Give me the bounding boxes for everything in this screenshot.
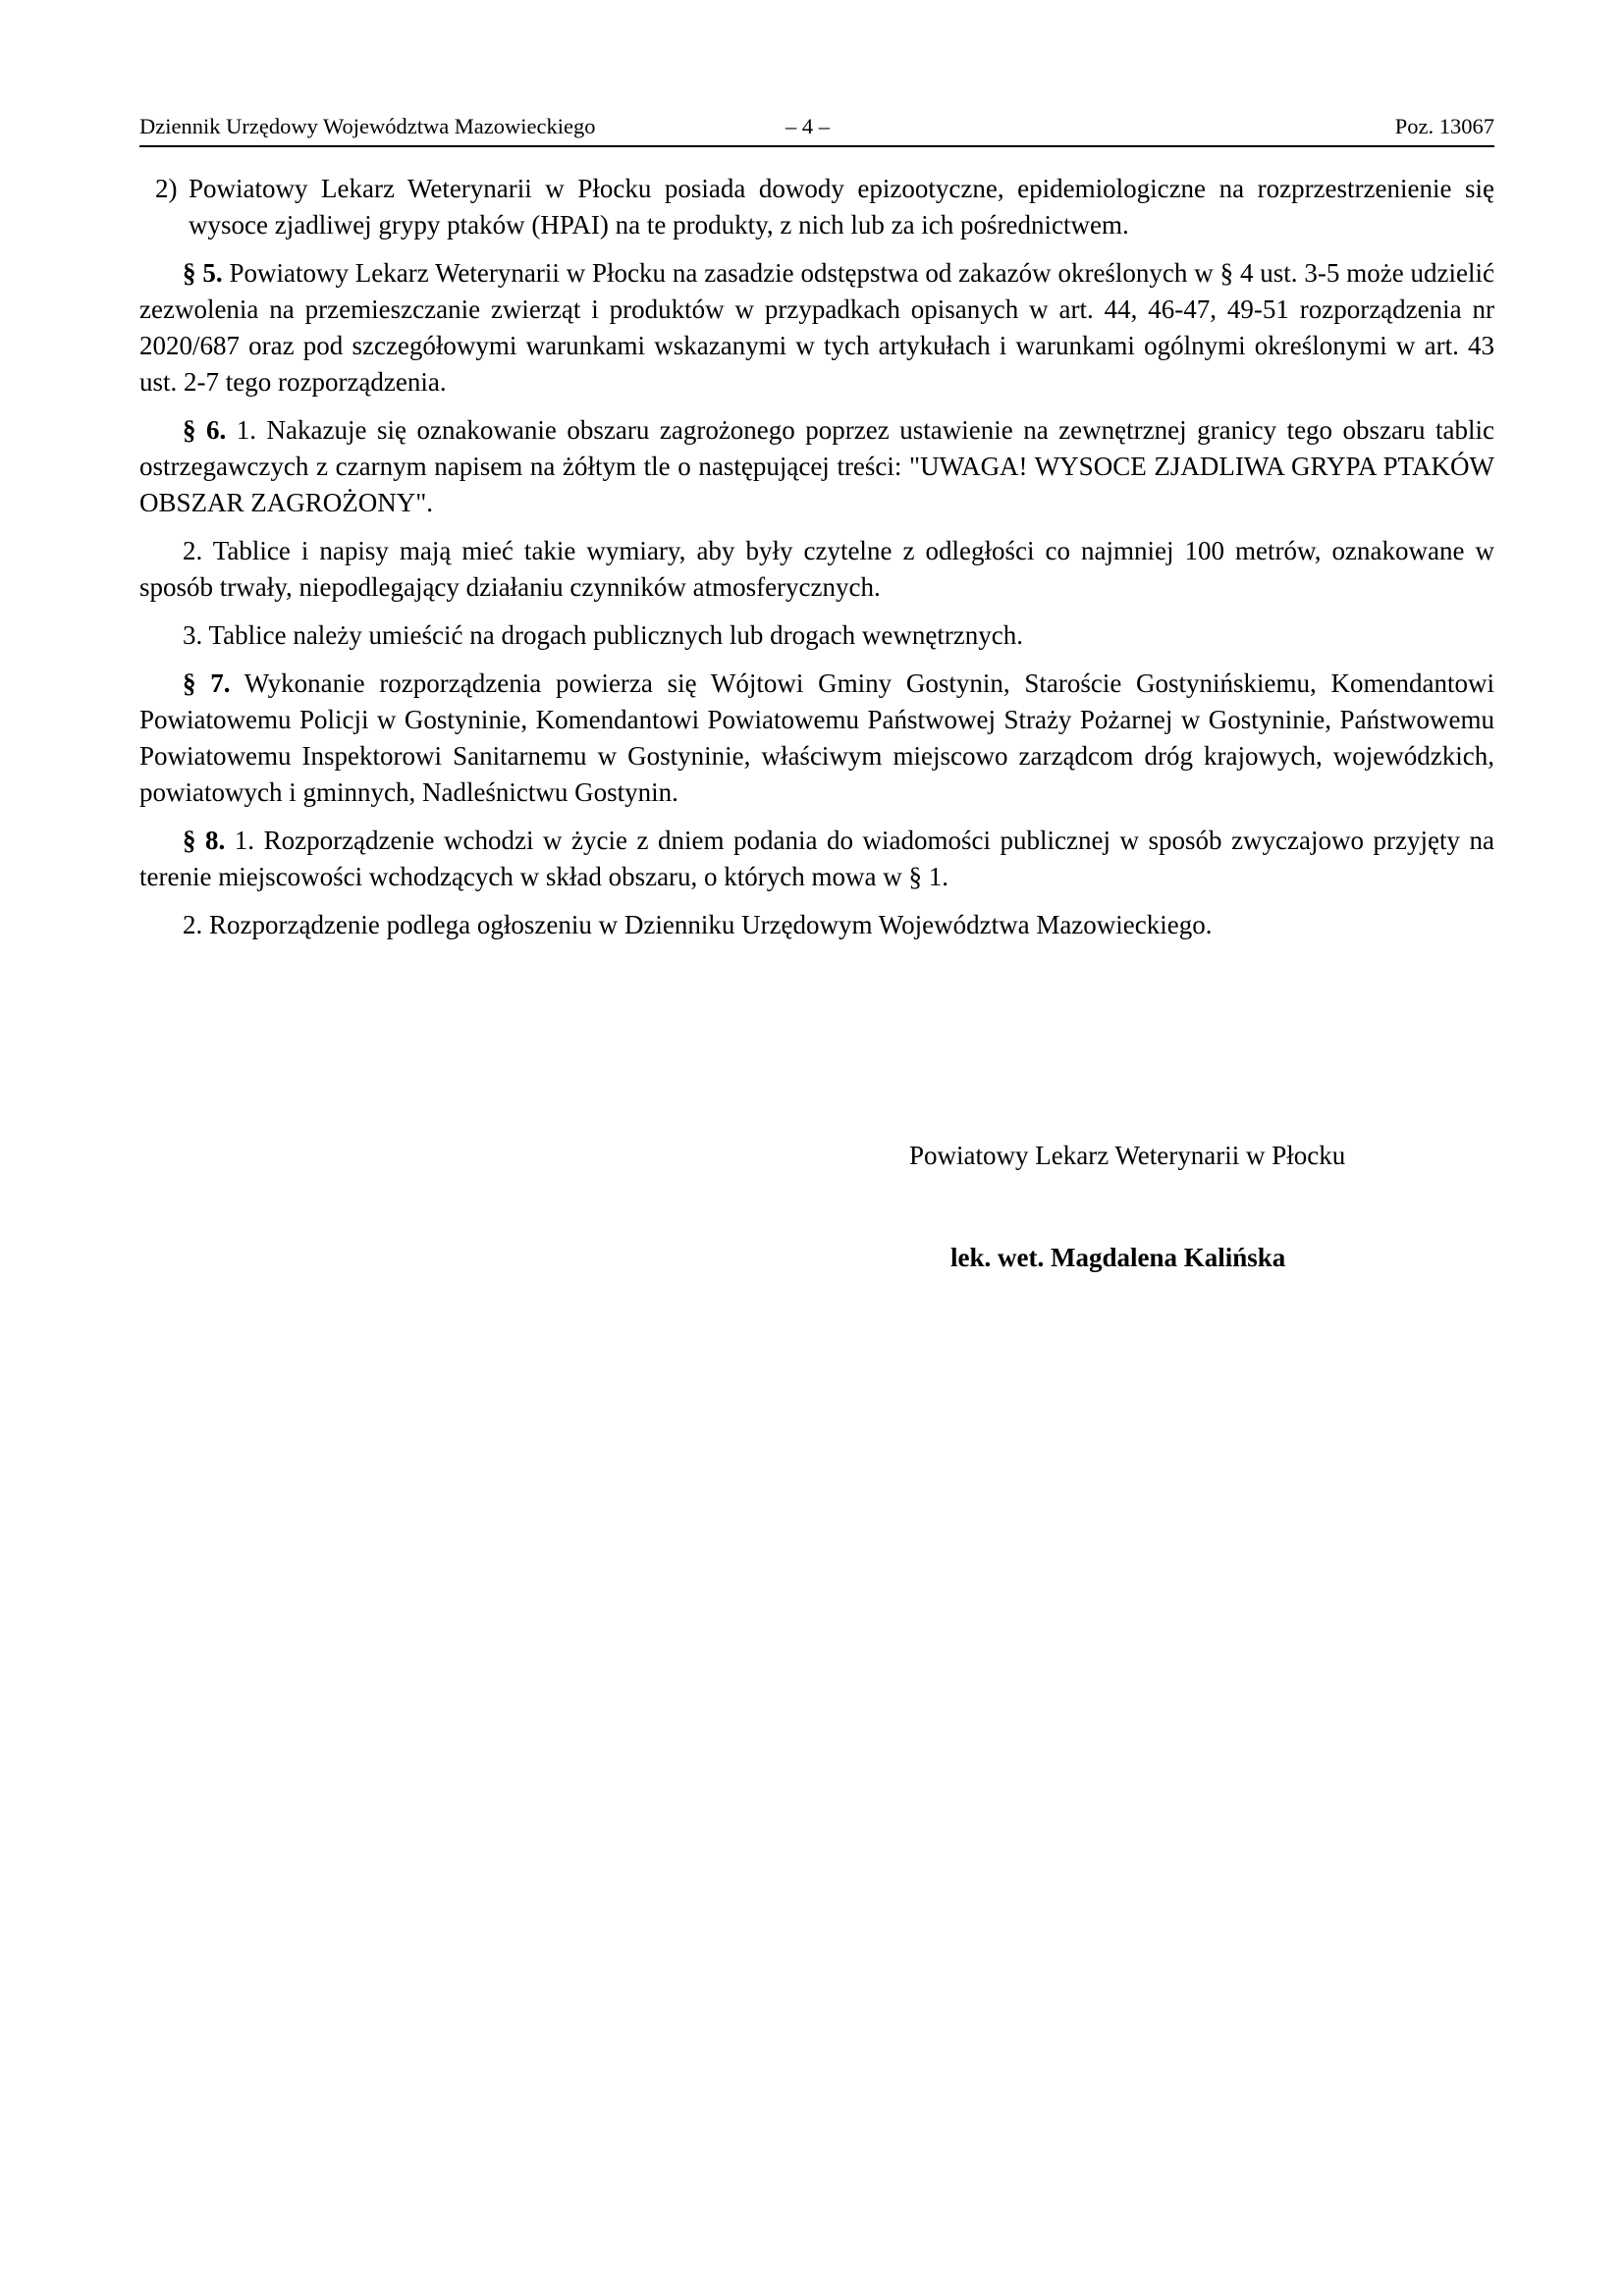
document-body bbox=[139, 171, 1494, 943]
list-item-2 bbox=[139, 171, 1494, 243]
paragraph-s6-2: 2. Tablice i napisy mają mieć takie wymiary, aby były czytelne z odległości co najmniej 100 metrów, oznakowane w sposób trwały, niepodlegający działaniu czynników atmosferycznych. bbox=[139, 536, 1494, 602]
section-mark-6: § 6. bbox=[183, 415, 227, 445]
paragraph-s6-3: 3. Tablice należy umieścić na drogach publicznych lub drogach wewnętrznych. bbox=[183, 620, 1024, 650]
page-number: – 4 – bbox=[785, 114, 830, 138]
section-7-text: Wykonanie rozporządzenia powierza się Wójtowi Gminy Gostynin, Staroście Gostynińskiemu, Komendantowi Powiatowemu Policji w Gostyninie, Komendantowi Powiatowemu Państwowej Straży Pożarnej w Gostyninie, Państwowemu Powiatowemu Inspektorowi Sanitarnemu w Gostyninie, właściwym miejscowo zarządcom dróg krajowych, wojewódzkich, powiatowych i gminnych, Nadleśnictwu Gostynin. bbox=[139, 668, 1495, 807]
paragraph-s8-2: 2. Rozporządzenie podlega ogłoszeniu w Dzienniku Urzędowym Województwa Mazowieckiego. bbox=[183, 910, 1213, 939]
signature-title: Powiatowy Lekarz Weterynarii w Płocku bbox=[909, 1141, 1346, 1170]
paragraph-s8-1 bbox=[139, 823, 1494, 895]
section-mark-7: § 7. bbox=[183, 668, 231, 698]
document-page bbox=[139, 110, 1494, 955]
list-item-text: Powiatowy Lekarz Weterynarii w Płocku posiada dowody epizootyczne, epidemiologiczne na rozprzestrzenienie się wysoce zjadliwej grypy ptaków (HPAI) na te produkty, z nich lub za ich pośrednictwem. bbox=[189, 174, 1494, 240]
paragraph-s6-1 bbox=[139, 412, 1494, 521]
position-number: Poz. 13067 bbox=[1394, 114, 1494, 138]
list-item-number: 2) bbox=[155, 174, 178, 203]
section-8-text-1: 1. Rozporządzenie wchodzi w życie z dniem podania do wiadomości publicznej w sposób zwyczajowo przyjęty na terenie miejscowości wchodzących w skład obszaru, o których mowa w § 1. bbox=[139, 826, 1495, 891]
page-header bbox=[139, 110, 1494, 147]
journal-title: Dziennik Urzędowy Województwa Mazowieckiego bbox=[139, 114, 596, 138]
signature-name: lek. wet. Magdalena Kalińska bbox=[950, 1243, 1286, 1272]
paragraph-s5 bbox=[139, 255, 1494, 400]
section-mark-5: § 5. bbox=[183, 258, 223, 288]
section-mark-8: § 8. bbox=[183, 826, 226, 855]
section-5-text: Powiatowy Lekarz Weterynarii w Płocku na zasadzie odstępstwa od zakazów określonych w § 4 ust. 3-5 może udzielić zezwolenia na przemieszczanie zwierząt i produktów w przypadkach opisanych w art. 44, 46-47, 49-51 rozporządzenia nr 2020/687 oraz pod szczegółowymi warunkami wskazanymi w tych artykułach i warunkami ogólnymi określonymi w art. 43 ust. 2-7 tego rozporządzenia. bbox=[139, 258, 1495, 397]
paragraph-s7 bbox=[139, 666, 1494, 811]
section-6-text-1: 1. Nakazuje się oznakowanie obszaru zagrożonego poprzez ustawienie na zewnętrznej granicy tego obszaru tablic ostrzegawczych z czarnym napisem na żółtym tle o następującej treści: "UWAGA! WYSOCE ZJADLIWA GRYPA PTAKÓW OBSZAR ZAGROŻONY". bbox=[139, 415, 1495, 517]
